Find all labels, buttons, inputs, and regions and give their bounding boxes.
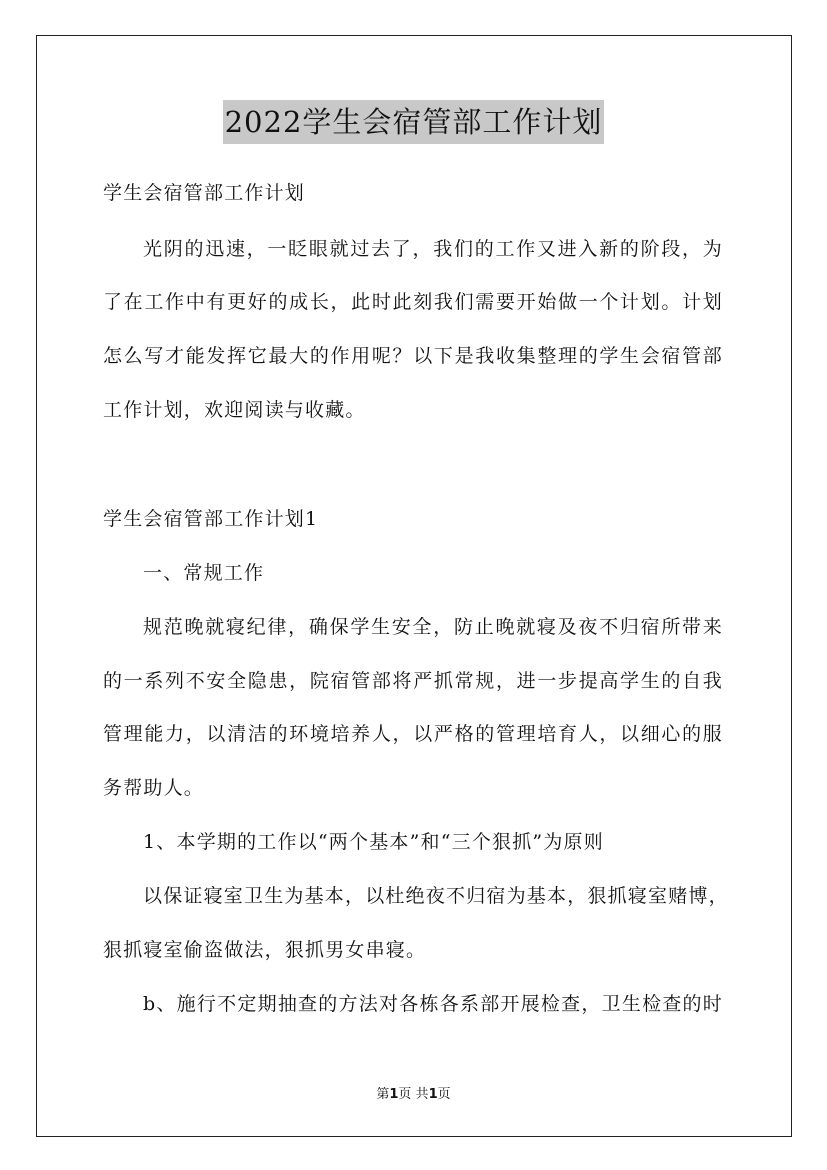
paragraph-line: 的一系列不安全隐患，院宿管部将严抓常规，进一步提高学生的自我 <box>103 670 723 692</box>
paragraph-line: 1、本学期的工作以“两个基本”和“三个狠抓”为原则 <box>143 831 604 853</box>
paragraph-line: 规范晚就寝纪律，确保学生安全，防止晚就寝及夜不归宿所带来 <box>143 616 723 638</box>
paragraph-line: b、施行不定期抽查的方法对各栋各系部开展检查，卫生检查的时 <box>143 993 723 1015</box>
paragraph-line: 怎么写才能发挥它最大的作用呢？以下是我收集整理的学生会宿管部 <box>103 345 723 367</box>
subtitle-line: 学生会宿管部工作计划 <box>103 182 306 204</box>
paragraph-line: 管理能力，以清洁的环境培养人，以严格的管理培育人，以细心的服 <box>103 723 723 745</box>
title-container <box>0 100 827 144</box>
footer-prefix: 第 <box>376 1087 390 1102</box>
page-footer <box>0 1083 827 1102</box>
footer-suffix: 页 <box>437 1087 451 1102</box>
subsection-heading: 一、常规工作 <box>143 562 265 584</box>
document-title: 2022学生会宿管部工作计划 <box>223 100 605 144</box>
footer-page-number: 1 <box>389 1087 399 1102</box>
paragraph-line: 狠抓寝室偷盗做法，狠抓男女串寝。 <box>103 939 427 961</box>
paragraph-line: 光阴的迅速，一眨眼就过去了，我们的工作又进入新的阶段，为 <box>143 238 723 260</box>
paragraph-line: 了在工作中有更好的成长，此时此刻我们需要开始做一个计划。计划 <box>103 291 723 313</box>
footer-mid: 页 共 <box>398 1087 429 1102</box>
paragraph-line: 以保证寝室卫生为基本，以杜绝夜不归宿为基本，狠抓寝室赌博， <box>143 885 729 907</box>
footer-total-pages: 1 <box>428 1087 438 1102</box>
paragraph-line: 务帮助人。 <box>103 777 205 799</box>
paragraph-line: 工作计划，欢迎阅读与收藏。 <box>103 399 366 421</box>
section-heading: 学生会宿管部工作计划1 <box>103 508 319 530</box>
